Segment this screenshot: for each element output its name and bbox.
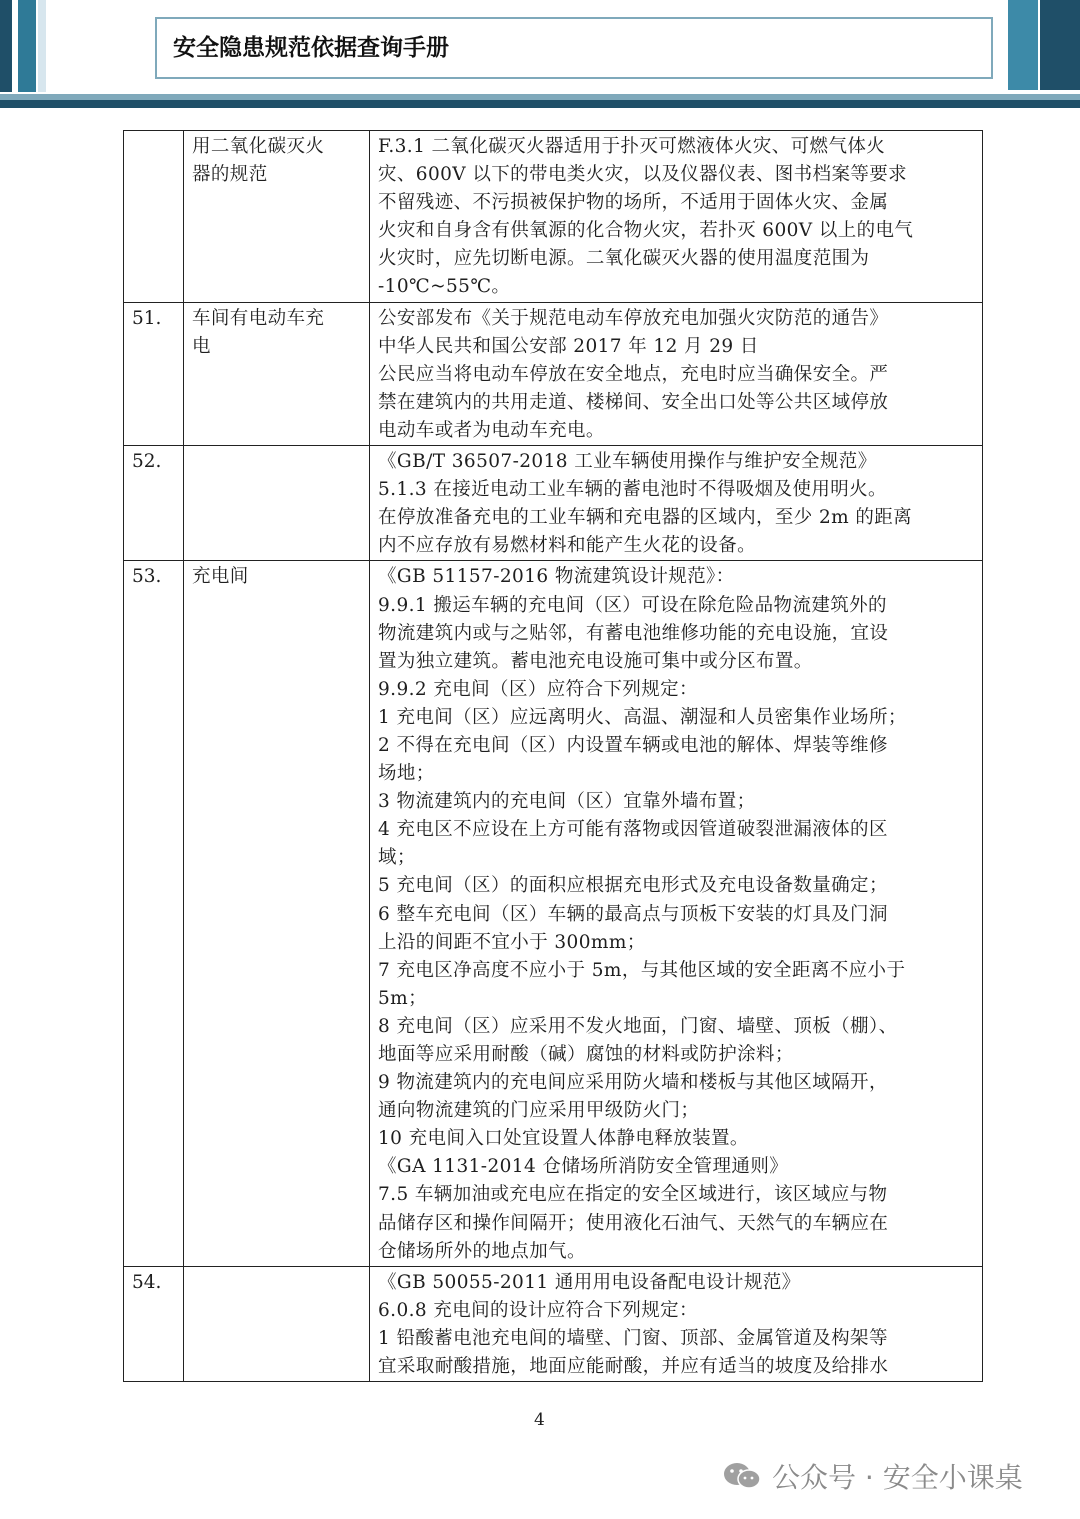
row-topic [184, 561, 370, 1266]
header-stripe-light [38, 0, 46, 92]
content-line: 仓储场所外的地点加气。 [378, 1240, 586, 1262]
content-line: 通向物流建筑的门应采用甲级防火门； [378, 1100, 700, 1122]
content-line: 《GB/T 36507-2018 工业车辆使用操作与维护安全规范》 [378, 451, 877, 473]
row-number: 53. [124, 561, 184, 1266]
content-line: 公安部发布《关于规范电动车停放充电加强火灾防范的通告》 [378, 307, 889, 329]
table-row [124, 131, 983, 303]
content-line: 域； [378, 847, 416, 869]
content-line: 6 整车充电间（区）车辆的最高点与顶板下安装的灯具及门洞 [378, 903, 888, 925]
header-title-box [155, 17, 993, 79]
wechat-icon [722, 1461, 762, 1491]
content-line: 7 充电区净高度不应小于 5m，与其他区域的安全距离不应小于 [378, 959, 906, 981]
row-number: 54. [124, 1266, 184, 1381]
row-content [370, 561, 983, 1266]
row-content [370, 302, 983, 445]
table-row [124, 1266, 983, 1381]
row-topic [184, 1266, 370, 1381]
content-line: 9 物流建筑内的充电间应采用防火墙和楼板与其他区域隔开， [378, 1072, 888, 1094]
header-stripe-right-mid [1008, 0, 1038, 90]
content-line: 6.0.8 充电间的设计应符合下列规定： [378, 1299, 698, 1321]
watermark-text: 公众号 · 安全小课桌 [772, 1461, 1023, 1494]
row-number [124, 131, 184, 303]
content-line: 《GB 51157-2016 物流建筑设计规范》： [378, 566, 735, 588]
content-line: 内不应存放有易燃材料和能产生火花的设备。 [378, 535, 757, 557]
content-line: 10 充电间入口处宜设置人体静电释放装置。 [378, 1128, 749, 1150]
row-content [370, 131, 983, 303]
topic-line: 用二氧化碳灭火 [192, 136, 325, 157]
header-stripe-dark [0, 0, 12, 92]
table-row [124, 302, 983, 445]
content-line: 电动车或者为电动车充电。 [378, 419, 605, 441]
content-line: -10℃~55℃。 [378, 276, 511, 298]
content-line: 在停放准备充电的工业车辆和充电器的区域内，至少 2m 的距离 [378, 507, 913, 529]
content-line: 9.9.1 搬运车辆的充电间（区）可设在除危险品物流建筑外的 [378, 594, 887, 616]
content-line: 地面等应采用耐酸（碱）腐蚀的材料或防护涂料； [378, 1044, 794, 1065]
header-band-dark [0, 100, 1080, 108]
watermark [722, 1456, 1023, 1496]
row-number: 51. [124, 302, 184, 445]
content-line: F.3.1 二氧化碳灭火器适用于扑灭可燃液体火灾、可燃气体火 [378, 136, 886, 157]
content-line: 物流建筑内或与之贴邻，有蓄电池维修功能的充电设施，宜设 [378, 622, 889, 644]
content-line: 3 物流建筑内的充电间（区）宜靠外墙布置； [378, 791, 756, 813]
content-line: 品储存区和操作间隔开；使用液化石油气、天然气的车辆应在 [378, 1212, 889, 1234]
table-row [124, 561, 983, 1266]
content-line: 《GA 1131-2014 仓储场所消防安全管理通则》 [378, 1156, 789, 1178]
content-line: 1 铅酸蓄电池充电间的墙壁、门窗、顶部、金属管道及构架等 [378, 1327, 888, 1349]
content-line: 灾、600V 以下的带电类火灾，以及仪器仪表、图书档案等要求 [378, 164, 908, 186]
page-number: 4 [534, 1410, 545, 1430]
row-content [370, 1266, 983, 1381]
content-line: 8 充电间（区）应采用不发火地面，门窗、墙壁、顶板（棚）、 [378, 1015, 898, 1037]
row-topic [184, 302, 370, 445]
row-content [370, 446, 983, 561]
topic-line: 充电间 [192, 566, 249, 588]
content-line: 火灾和自身含有供氧源的化合物火灾，若扑灭 600V 以上的电气 [378, 220, 914, 242]
page-title: 安全隐患规范依据查询手册 [173, 35, 449, 61]
content-line: 禁在建筑内的共用走道、楼梯间、安全出口处等公共区域停放 [378, 391, 889, 413]
topic-line: 器的规范 [192, 164, 268, 186]
content-line: 场地； [378, 763, 435, 785]
header-stripe-mid [18, 0, 36, 92]
content-line: 宜采取耐酸措施，地面应能耐酸，并应有适当的坡度及给排水 [378, 1356, 889, 1378]
content-line: 中华人民共和国公安部 2017 年 12 月 29 日 [378, 335, 759, 357]
content-line: 9.9.2 充电间（区）应符合下列规定： [378, 678, 698, 700]
content-line: 5 充电间（区）的面积应根据充电形式及充电设备数量确定； [378, 875, 888, 897]
content-line: 上沿的间距不宜小于 300mm； [378, 931, 646, 953]
content-line: 不留残迹、不污损被保护物的场所，不适用于固体火灾、金属 [378, 192, 889, 214]
row-topic [184, 446, 370, 561]
content-line: 4 充电区不应设在上方可能有落物或因管道破裂泄漏液体的区 [378, 819, 888, 841]
content-line: 2 不得在充电间（区）内设置车辆或电池的解体、焊装等维修 [378, 734, 888, 756]
header-stripe-right-dark [1040, 0, 1080, 90]
row-number: 52. [124, 446, 184, 561]
topic-line: 车间有电动车充 [192, 307, 325, 329]
content-line: 1 充电间（区）应远离明火、高温、潮湿和人员密集作业场所； [378, 706, 907, 728]
topic-line: 电 [192, 335, 211, 357]
table-row [124, 446, 983, 561]
content-line: 5m； [378, 987, 428, 1009]
content-line: 公民应当将电动车停放在安全地点，充电时应当确保安全。严 [378, 363, 889, 385]
content-line: 火灾时，应先切断电源。二氧化碳灭火器的使用温度范围为 [378, 248, 870, 270]
content-line: 7.5 车辆加油或充电应在指定的安全区域进行，该区域应与物 [378, 1184, 888, 1206]
content-line: 5.1.3 在接近电动工业车辆的蓄电池时不得吸烟及使用明火。 [378, 479, 887, 501]
content-line: 《GB 50055-2011 通用用电设备配电设计规范》 [378, 1271, 801, 1293]
content-line: 置为独立建筑。蓄电池充电设施可集中或分区布置。 [378, 650, 813, 672]
row-topic [184, 131, 370, 303]
regulation-table [123, 130, 983, 1382]
